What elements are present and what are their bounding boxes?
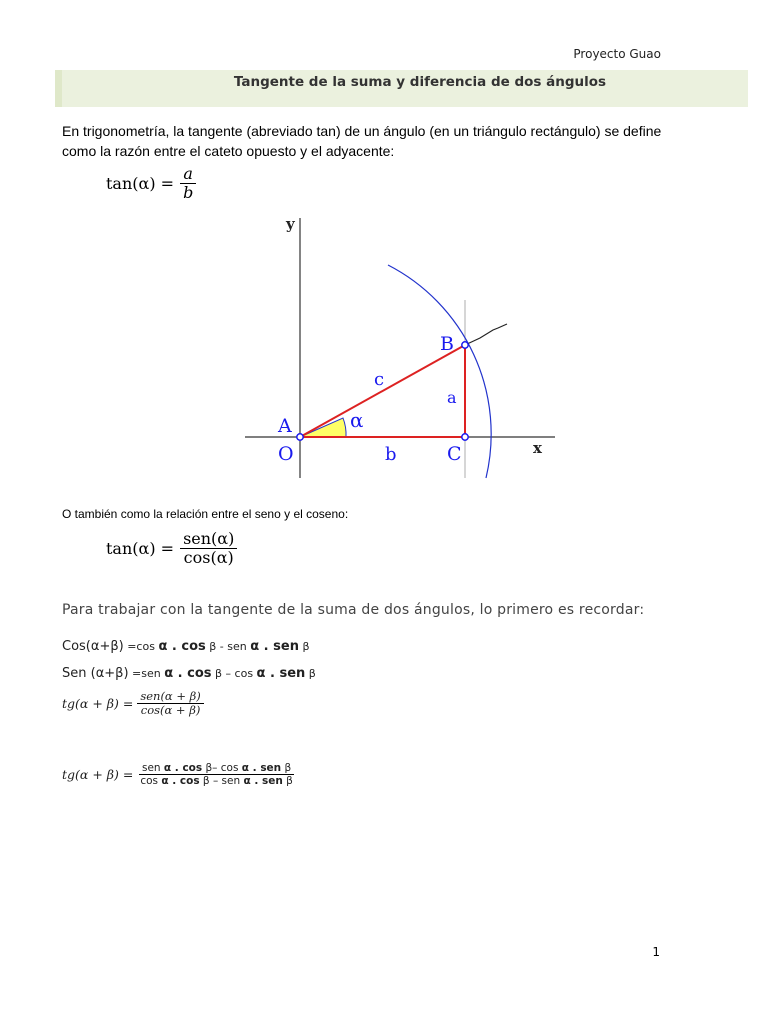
f3-denominator: cos(α + β) — [140, 703, 201, 718]
eq1-fraction — [180, 165, 196, 203]
f4-den-a2: α — [243, 775, 251, 788]
f1-cos: cos — [181, 639, 206, 654]
f4-num-a2: α — [241, 762, 249, 774]
f2-dot1: . — [173, 666, 188, 681]
f2-alpha: α — [164, 666, 174, 681]
f4-den-t3: β — [282, 775, 293, 788]
label-y: y — [286, 215, 295, 233]
f4-num-s2: sen — [260, 762, 282, 774]
intro2-paragraph: Para trabajar con la tangente de la suma de dos ángulos, lo primero es recordar: — [62, 602, 645, 618]
f1-sen: sen — [273, 639, 299, 654]
f4-den-d2: . — [250, 775, 262, 788]
eq1-lhs: tan(α) = — [106, 174, 175, 194]
intro-paragraph — [62, 121, 722, 161]
f2-p2: β – cos — [211, 667, 257, 680]
also-paragraph: O también como la relación entre el seno y el coseno: — [62, 507, 349, 521]
tangent-line — [465, 324, 507, 345]
f3-numerator: sen(α + β) — [137, 690, 203, 704]
f4-den-d1: . — [168, 775, 180, 788]
f1-alpha2: α — [250, 639, 260, 654]
equation-tan-sin-cos — [106, 530, 237, 568]
f4-den-t2: β – sen — [199, 775, 244, 788]
f1-p2: β - sen — [205, 640, 251, 653]
f2-dot2: . — [265, 666, 280, 681]
f4-denominator — [137, 775, 296, 787]
f2-alpha2: α — [256, 666, 266, 681]
f4-den-c1: cos — [179, 775, 200, 788]
f4-den-t1: cos — [140, 775, 162, 788]
f3-fraction — [137, 690, 203, 717]
label-alpha: α — [350, 408, 364, 432]
eq1-denominator: b — [183, 183, 194, 203]
point-b — [462, 342, 468, 348]
f4-num-d1: . — [171, 762, 183, 774]
triangle-diagram — [240, 208, 560, 483]
f1-p1: =cos — [123, 640, 159, 653]
f2-sen: sen — [279, 666, 306, 681]
label-c: c — [374, 369, 385, 390]
label-C: C — [447, 443, 462, 465]
f1-p3: β — [298, 640, 310, 653]
f3-lhs: tg(α + β) = — [62, 696, 134, 712]
eq2-numerator: sen(α) — [180, 530, 237, 549]
point-a — [297, 434, 303, 440]
f2-pre: Sen (α+β) — [62, 666, 129, 681]
f4-num-t3: β — [281, 762, 292, 774]
f4-num-c1: cos — [182, 762, 203, 774]
intro-line-2: como la razón entre el cateto opuesto y el adyacente: — [62, 143, 395, 159]
f2-p3: β — [305, 667, 316, 680]
eq2-denominator: cos(α) — [183, 548, 234, 568]
eq2-fraction — [180, 530, 237, 568]
label-B: B — [440, 333, 454, 355]
f1-dot2: . — [259, 639, 274, 654]
side-c — [300, 345, 465, 437]
f4-fraction — [137, 762, 296, 787]
f2-p1: =sen — [128, 667, 165, 680]
f4-num-a1: α — [163, 762, 172, 774]
page-title: Tangente de la suma y diferencia de dos ángulos — [233, 74, 607, 90]
intro-line-1: En trigonometría, la tangente (abreviado tan) de un ángulo (en un triángulo rectángulo) se define — [62, 123, 662, 139]
f4-den-a1: α — [161, 775, 169, 788]
f2-cos: cos — [187, 666, 212, 681]
circle-arc — [388, 265, 491, 478]
label-b: b — [385, 444, 397, 465]
page-number: 1 — [652, 945, 660, 959]
f4-den-s2: sen — [261, 775, 283, 788]
formula-tg-sum-expanded — [62, 762, 296, 787]
f4-lhs: tg(α + β) = — [62, 767, 134, 783]
title-band — [55, 70, 748, 107]
header-project: Proyecto Guao — [573, 47, 661, 61]
label-O: O — [278, 443, 294, 465]
f4-num-d2: . — [249, 762, 261, 774]
eq1-numerator: a — [180, 165, 196, 184]
f1-pre: Cos(α+β) — [62, 639, 124, 654]
formula-sin-sum — [62, 666, 316, 681]
label-a: a — [447, 388, 457, 407]
f1-alpha: α — [158, 639, 168, 654]
f4-numerator — [139, 762, 294, 775]
label-A: A — [278, 415, 292, 437]
f4-num-t1: sen — [141, 762, 164, 774]
formula-cos-sum — [62, 639, 309, 654]
equation-tan-ratio — [106, 165, 196, 203]
eq2-lhs: tan(α) = — [106, 539, 175, 559]
formula-tg-sum-ratio — [62, 690, 204, 717]
f1-dot1: . — [167, 639, 182, 654]
f4-num-t2: β– cos — [202, 762, 242, 774]
label-x: x — [533, 439, 542, 457]
point-c — [462, 434, 468, 440]
